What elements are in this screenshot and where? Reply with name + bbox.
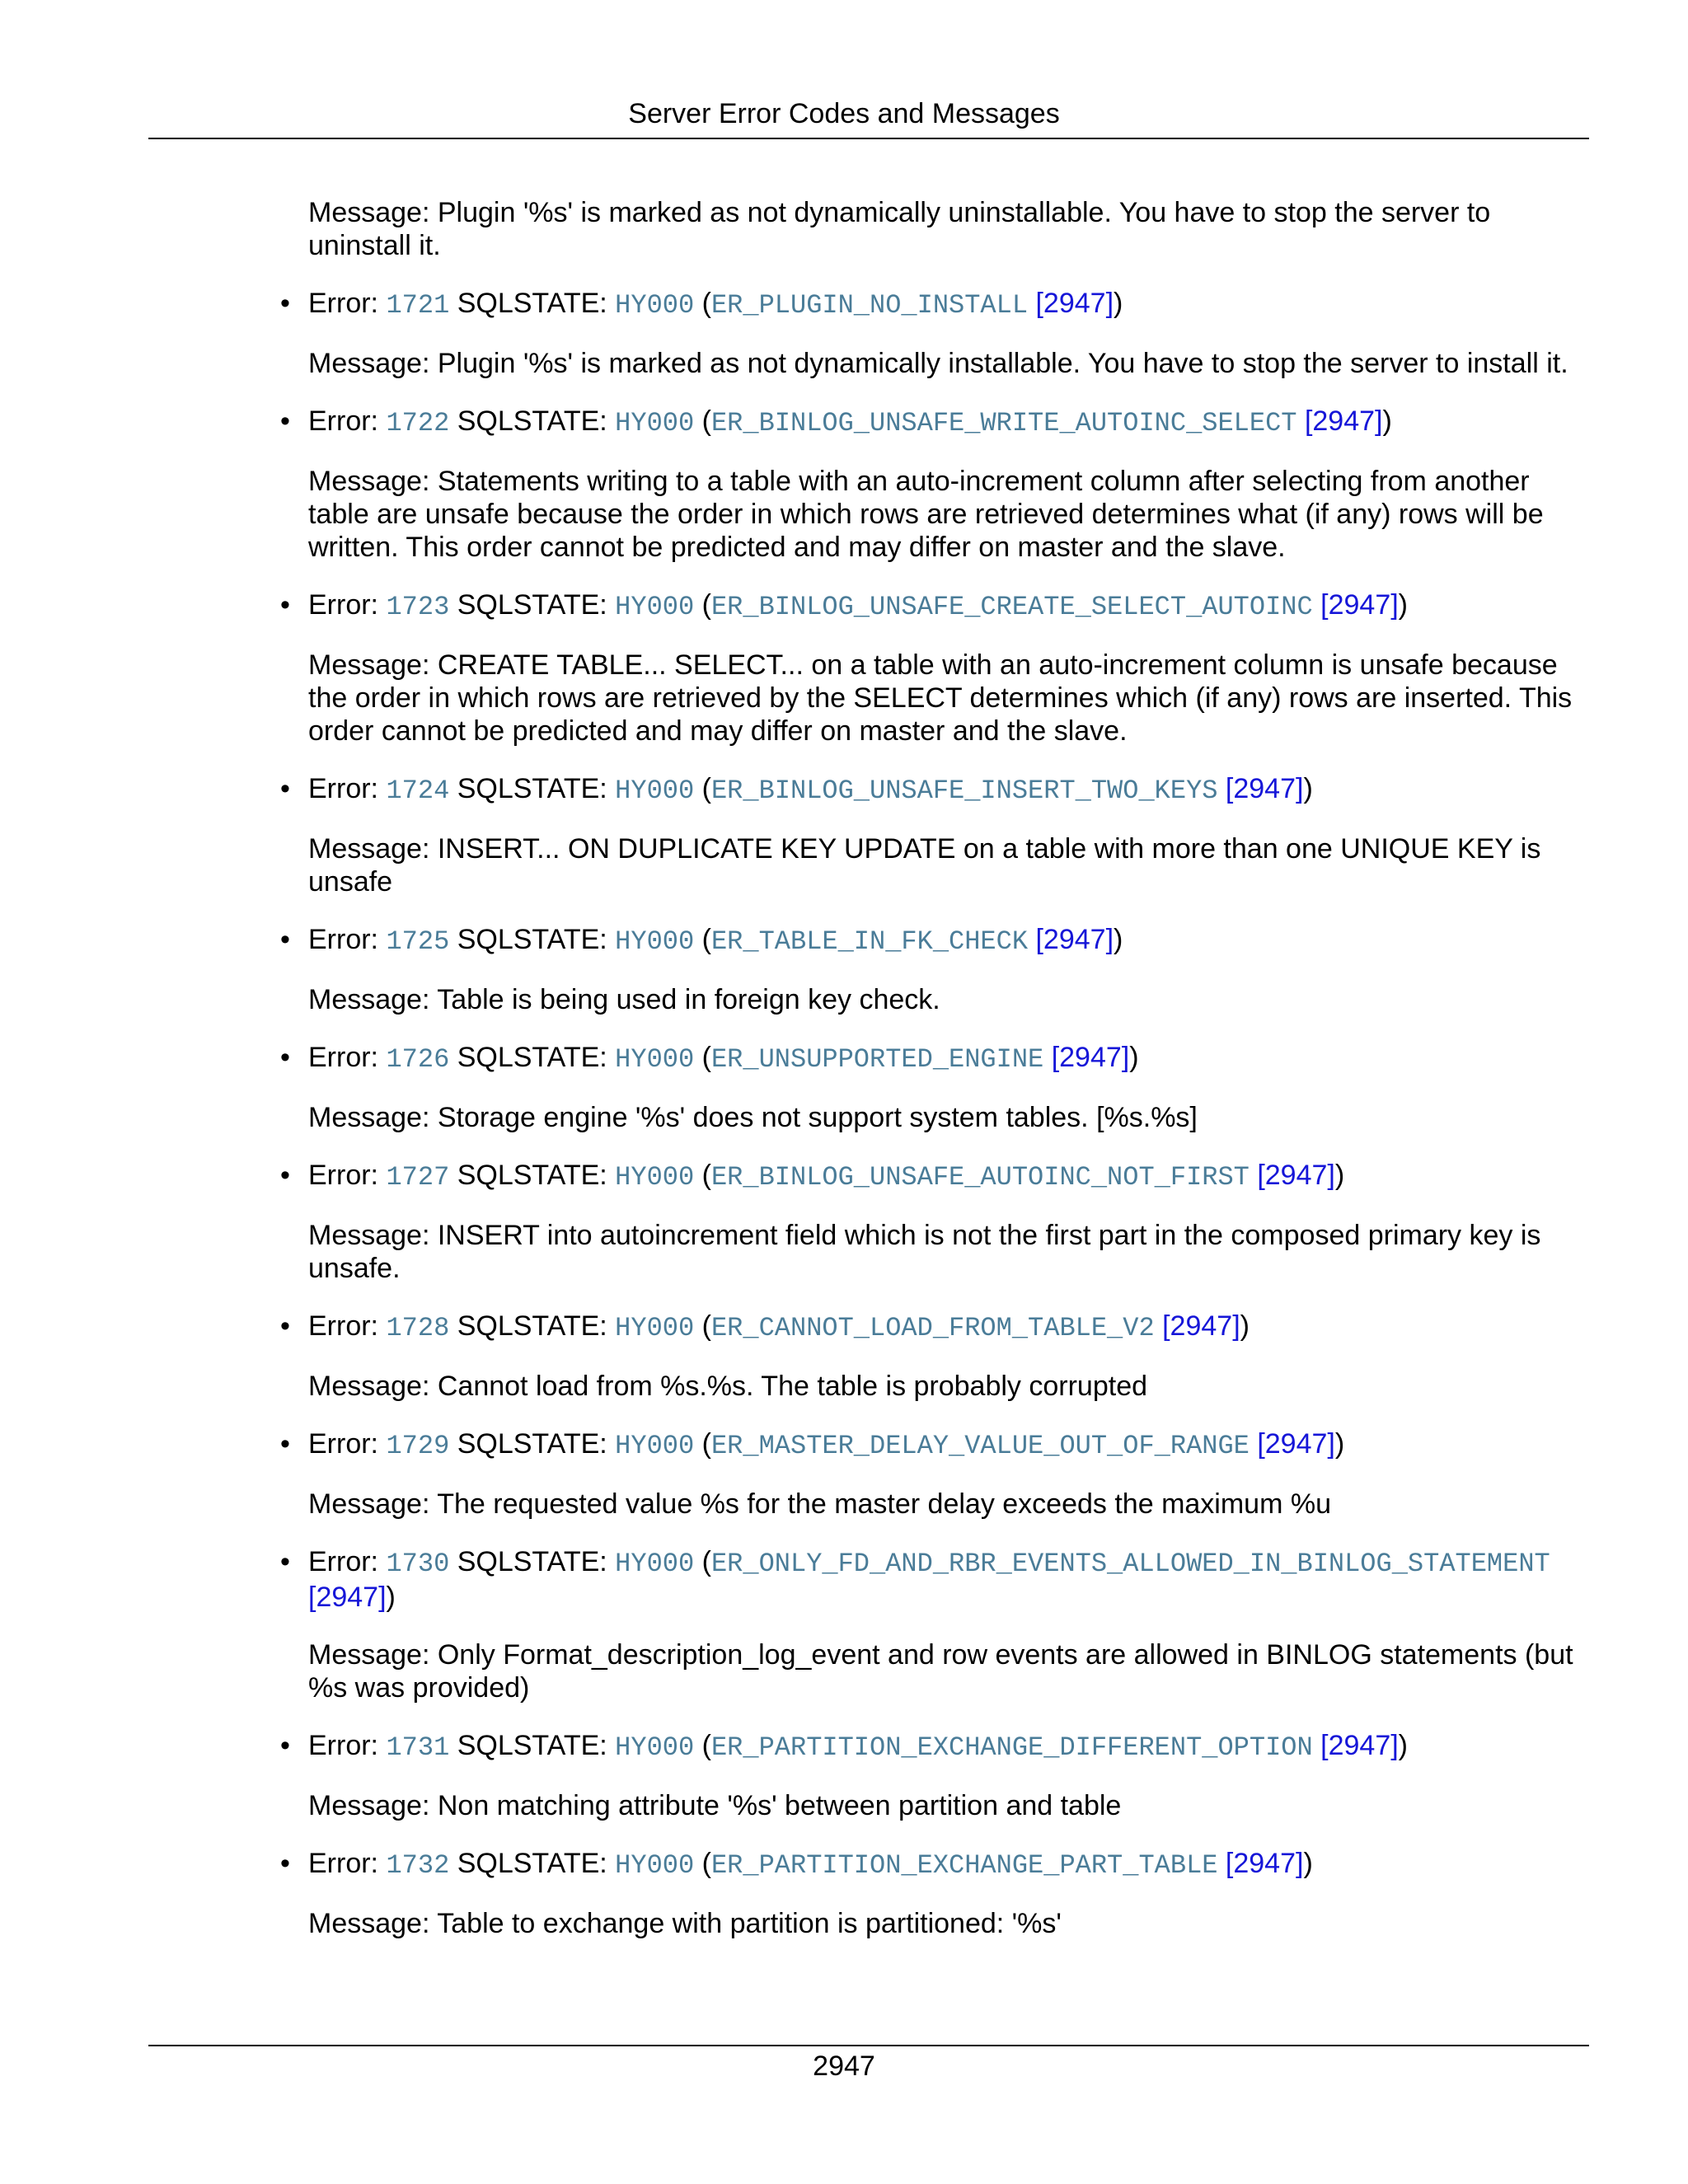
open-paren: ( (694, 589, 711, 621)
bullet-icon: • (280, 1546, 290, 1577)
error-code-link[interactable]: 1729 (386, 1431, 450, 1461)
sqlstate-label: SQLSTATE: (449, 1848, 616, 1879)
sqlstate-label: SQLSTATE: (449, 1546, 616, 1577)
message-prefix: Message: (308, 466, 438, 497)
error-line (308, 1847, 1594, 1882)
open-paren: ( (694, 1160, 711, 1191)
sqlstate-link[interactable]: HY000 (615, 1431, 695, 1461)
page-ref-link[interactable]: [2947] (1051, 1042, 1130, 1073)
error-code-link[interactable]: 1730 (386, 1549, 450, 1579)
sqlstate-link[interactable]: HY000 (615, 290, 695, 321)
page-ref-link[interactable]: [2947] (308, 1582, 387, 1613)
error-message (308, 1488, 1594, 1521)
running-header: Server Error Codes and Messages (628, 98, 1060, 129)
sqlstate-link[interactable]: HY000 (615, 1044, 695, 1075)
error-entry (280, 1310, 1594, 1403)
page-content (280, 196, 1594, 1940)
open-paren: ( (694, 773, 711, 804)
error-label: Error: (308, 924, 387, 955)
error-line (308, 1159, 1594, 1194)
error-label: Error: (308, 1848, 387, 1879)
page-number: 2947 (813, 2050, 875, 2082)
sqlstate-label: SQLSTATE: (449, 1042, 616, 1073)
error-line (308, 1041, 1594, 1076)
bullet-icon: • (280, 1310, 290, 1342)
open-paren: ( (694, 405, 711, 437)
message-prefix: Message: (308, 1220, 438, 1251)
sqlstate-link[interactable]: HY000 (615, 1732, 695, 1763)
page-ref-link[interactable]: [2947] (1035, 288, 1114, 319)
open-paren: ( (694, 288, 711, 319)
message-prefix: Message: (308, 649, 438, 681)
error-line (308, 772, 1594, 808)
error-symbol-link[interactable]: ER_MASTER_DELAY_VALUE_OUT_OF_RANGE (710, 1431, 1250, 1461)
error-code-link[interactable]: 1724 (386, 776, 450, 806)
error-symbol-link[interactable]: ER_BINLOG_UNSAFE_INSERT_TWO_KEYS (710, 776, 1218, 806)
sqlstate-link[interactable]: HY000 (615, 1549, 695, 1579)
open-paren: ( (694, 1042, 711, 1073)
close-paren: ) (1129, 1042, 1139, 1073)
bullet-icon: • (280, 1428, 290, 1460)
error-code-link[interactable]: 1728 (386, 1313, 450, 1343)
sqlstate-label: SQLSTATE: (449, 1310, 616, 1342)
bullet-icon: • (280, 1848, 290, 1879)
message-text: INSERT... ON DUPLICATE KEY UPDATE on a table with more than one UNIQUE KEY is unsafe (308, 833, 1541, 898)
error-entry (280, 287, 1594, 380)
bullet-icon: • (280, 924, 290, 955)
error-message (308, 1101, 1594, 1134)
error-label: Error: (308, 405, 387, 437)
close-paren: ) (386, 1582, 396, 1613)
message-prefix: Message: (308, 197, 438, 228)
message-text: INSERT into autoincrement field which is not the first part in the composed primary key is unsafe. (308, 1220, 1541, 1284)
error-symbol-link[interactable]: ER_BINLOG_UNSAFE_WRITE_AUTOINC_SELECT (710, 408, 1297, 438)
sqlstate-label: SQLSTATE: (449, 1428, 616, 1460)
open-paren: ( (694, 1730, 711, 1761)
message-text: Plugin '%s' is marked as not dynamically installable. You have to stop the server to install it. (437, 348, 1568, 379)
page-ref-link[interactable]: [2947] (1257, 1428, 1335, 1460)
bullet-icon: • (280, 1730, 290, 1761)
sqlstate-link[interactable]: HY000 (615, 1313, 695, 1343)
close-paren: ) (1382, 405, 1392, 437)
page-ref-link[interactable]: [2947] (1320, 589, 1399, 621)
error-symbol-link[interactable]: ER_CANNOT_LOAD_FROM_TABLE_V2 (710, 1313, 1155, 1343)
error-message (308, 1370, 1594, 1403)
bullet-icon: • (280, 1160, 290, 1191)
error-message (308, 983, 1594, 1016)
error-entry (280, 1545, 1594, 1704)
page-ref-link[interactable]: [2947] (1304, 405, 1383, 437)
close-paren: ) (1334, 1428, 1345, 1460)
page-ref-link[interactable]: [2947] (1162, 1310, 1240, 1342)
page-ref-link[interactable]: [2947] (1257, 1160, 1335, 1191)
bullet-icon: • (280, 1042, 290, 1073)
error-line (308, 1729, 1594, 1765)
error-symbol-link[interactable]: ER_PLUGIN_NO_INSTALL (710, 290, 1029, 321)
error-code-link[interactable]: 1725 (386, 926, 450, 957)
sqlstate-link[interactable]: HY000 (615, 776, 695, 806)
message-prefix: Message: (308, 1790, 438, 1821)
error-message (308, 1638, 1594, 1704)
message-text: The requested value %s for the master delay exceeds the maximum %u (437, 1488, 1331, 1520)
message-text: CREATE TABLE... SELECT... on a table with an auto-increment column is unsafe because the order in which rows are retrieved by the SELECT determines which (if any) rows are inserted. This order cannot be predicted and may differ on master and the slave. (308, 649, 1573, 747)
continued-message (308, 196, 1594, 262)
error-code-link[interactable]: 1726 (386, 1044, 450, 1075)
error-code-link[interactable]: 1723 (386, 592, 450, 622)
error-code-link[interactable]: 1727 (386, 1162, 450, 1193)
sqlstate-label: SQLSTATE: (449, 924, 616, 955)
close-paren: ) (1303, 1848, 1313, 1879)
close-paren: ) (1303, 773, 1313, 804)
error-message (308, 1219, 1594, 1285)
sqlstate-link[interactable]: HY000 (615, 592, 695, 622)
open-paren: ( (694, 1310, 711, 1342)
error-symbol-link[interactable]: ER_BINLOG_UNSAFE_CREATE_SELECT_AUTOINC (710, 592, 1313, 622)
error-entry (280, 1847, 1594, 1940)
footer-rule (148, 2045, 1589, 2046)
close-paren: ) (1114, 288, 1123, 319)
error-entry (280, 1427, 1594, 1521)
close-paren: ) (1114, 924, 1123, 955)
error-entry (280, 772, 1594, 898)
sqlstate-link[interactable]: HY000 (615, 1162, 695, 1193)
open-paren: ( (694, 1848, 711, 1879)
open-paren: ( (694, 1428, 711, 1460)
bullet-icon: • (280, 405, 290, 437)
error-code-link[interactable]: 1721 (386, 290, 450, 321)
error-entry (280, 1729, 1594, 1822)
page-ref-link[interactable]: [2947] (1225, 1848, 1304, 1879)
close-paren: ) (1398, 1730, 1408, 1761)
bullet-icon: • (280, 773, 290, 804)
error-message (308, 347, 1594, 380)
error-message (308, 1789, 1594, 1822)
error-label: Error: (308, 1730, 387, 1761)
sqlstate-label: SQLSTATE: (449, 405, 616, 437)
error-label: Error: (308, 1042, 387, 1073)
page-ref-link[interactable]: [2947] (1320, 1730, 1399, 1761)
error-line (308, 405, 1594, 440)
message-text: Storage engine '%s' does not support system tables. [%s.%s] (437, 1102, 1198, 1133)
open-paren: ( (694, 1546, 711, 1577)
error-label: Error: (308, 1310, 387, 1342)
error-line (308, 1545, 1594, 1614)
error-message (308, 465, 1594, 564)
error-line (308, 923, 1594, 958)
error-code-link[interactable]: 1732 (386, 1850, 450, 1881)
error-entry (280, 588, 1594, 748)
message-text: Statements writing to a table with an auto-increment column after selecting from another table are unsafe because the order in which rows are retrieved determines what (if any) rows will be written. This order cannot be predicted and may differ on master and the slave. (308, 466, 1544, 563)
close-paren: ) (1334, 1160, 1345, 1191)
message-prefix: Message: (308, 348, 438, 379)
message-text: Non matching attribute '%s' between partition and table (437, 1790, 1122, 1821)
error-entry (280, 1159, 1594, 1285)
message-prefix: Message: (308, 1371, 438, 1402)
open-paren: ( (694, 924, 711, 955)
error-entry (280, 405, 1594, 564)
error-symbol-link[interactable]: ER_BINLOG_UNSAFE_AUTOINC_NOT_FIRST (710, 1162, 1250, 1193)
error-label: Error: (308, 589, 387, 621)
error-line (308, 287, 1594, 322)
message-text: Cannot load from %s.%s. The table is probably corrupted (437, 1371, 1148, 1402)
page-ref-link[interactable]: [2947] (1035, 924, 1114, 955)
error-label: Error: (308, 773, 387, 804)
error-code-link[interactable]: 1731 (386, 1732, 450, 1763)
error-symbol-link[interactable]: ER_PARTITION_EXCHANGE_DIFFERENT_OPTION (710, 1732, 1313, 1763)
message-prefix: Message: (308, 1102, 438, 1133)
sqlstate-link[interactable]: HY000 (615, 1850, 695, 1881)
error-message (308, 1907, 1594, 1940)
message-prefix: Message: (308, 1639, 438, 1671)
error-label: Error: (308, 1546, 387, 1577)
sqlstate-label: SQLSTATE: (449, 773, 616, 804)
message-text: Table to exchange with partition is partitioned: '%s' (437, 1908, 1062, 1939)
error-symbol-link[interactable]: ER_UNSUPPORTED_ENGINE (710, 1044, 1044, 1075)
sqlstate-link[interactable]: HY000 (615, 408, 695, 438)
close-paren: ) (1240, 1310, 1250, 1342)
header-rule (148, 138, 1589, 139)
message-prefix: Message: (308, 1908, 438, 1939)
error-entry (280, 923, 1594, 1016)
bullet-icon: • (280, 589, 290, 621)
error-symbol-link[interactable]: ER_ONLY_FD_AND_RBR_EVENTS_ALLOWED_IN_BINLOG_STATEMENT (710, 1549, 1550, 1579)
page-ref-link[interactable]: [2947] (1225, 773, 1304, 804)
error-line (308, 1310, 1594, 1345)
message-prefix: Message: (308, 984, 438, 1015)
sqlstate-label: SQLSTATE: (449, 1160, 616, 1191)
sqlstate-link[interactable]: HY000 (615, 926, 695, 957)
error-label: Error: (308, 1160, 387, 1191)
sqlstate-label: SQLSTATE: (449, 288, 616, 319)
close-paren: ) (1398, 589, 1408, 621)
message-prefix: Message: (308, 833, 438, 865)
error-line (308, 1427, 1594, 1463)
error-symbol-link[interactable]: ER_TABLE_IN_FK_CHECK (710, 926, 1029, 957)
sqlstate-label: SQLSTATE: (449, 589, 616, 621)
message-text: Only Format_description_log_event and row events are allowed in BINLOG statements (but %s was provided) (308, 1639, 1573, 1704)
error-message (308, 832, 1594, 898)
sqlstate-label: SQLSTATE: (449, 1730, 616, 1761)
error-message (308, 649, 1594, 748)
error-symbol-link[interactable]: ER_PARTITION_EXCHANGE_PART_TABLE (710, 1850, 1218, 1881)
error-entry (280, 1041, 1594, 1134)
error-code-link[interactable]: 1722 (386, 408, 450, 438)
message-prefix: Message: (308, 1488, 438, 1520)
error-label: Error: (308, 1428, 387, 1460)
error-line (308, 588, 1594, 624)
message-text: Plugin '%s' is marked as not dynamically uninstallable. You have to stop the server to uninstall it. (308, 197, 1491, 261)
message-text: Table is being used in foreign key check. (437, 984, 940, 1015)
bullet-icon: • (280, 288, 290, 319)
error-label: Error: (308, 288, 387, 319)
error-list (280, 287, 1594, 1940)
